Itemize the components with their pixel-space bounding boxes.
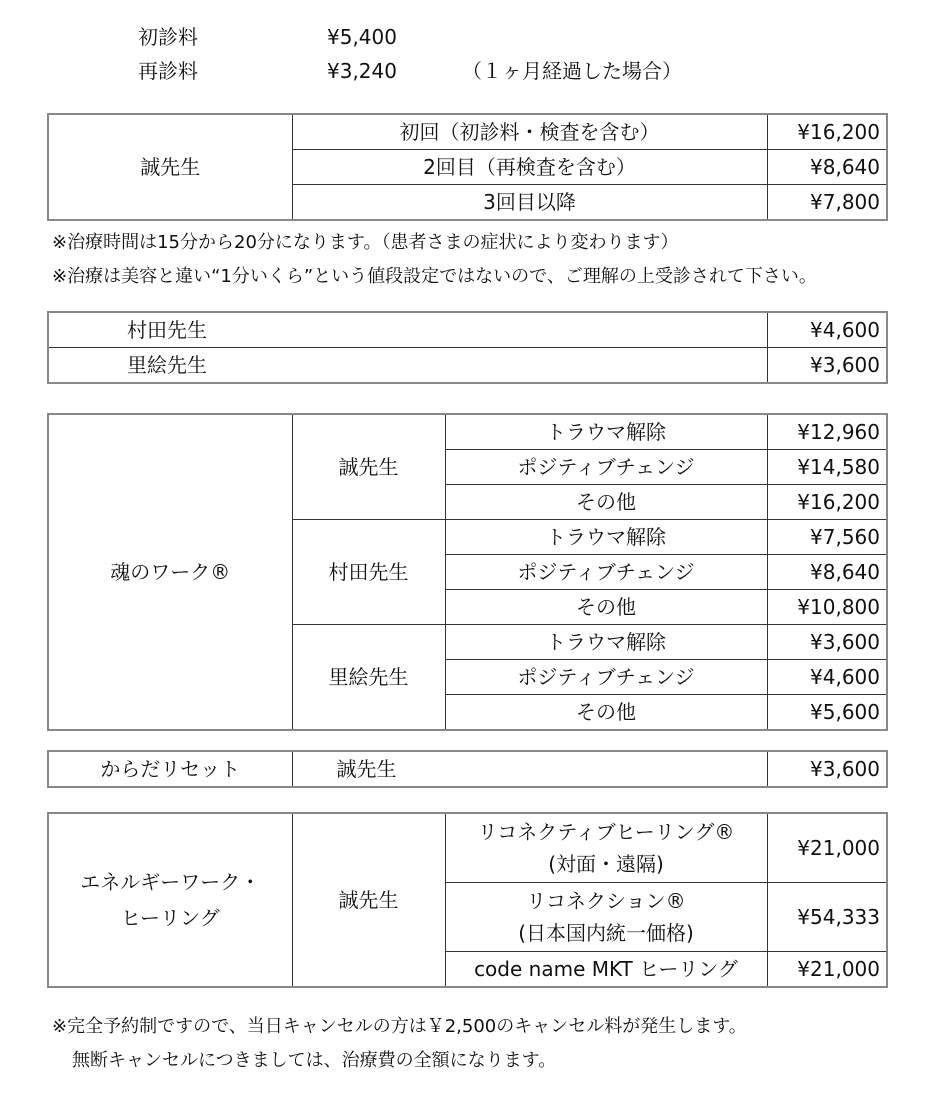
doctor-price: ¥4,600: [767, 312, 887, 348]
fee-initial-price: ¥5,400: [327, 25, 397, 49]
table-row: [48, 114, 887, 150]
table-row: [48, 813, 887, 883]
body-reset-title: からだリセット: [48, 751, 292, 787]
energy-work-table: [47, 812, 888, 988]
energy-item-name: リコネクション®: [526, 889, 686, 913]
energy-title: [48, 813, 292, 987]
soul-item: その他: [445, 590, 767, 625]
soul-item: その他: [445, 485, 767, 520]
energy-item: [445, 883, 767, 952]
note-cancellation: ※完全予約制ですので、当日キャンセルの方は￥2,500のキャンセル料が発生します。: [52, 1016, 747, 1037]
soul-doctor: 村田先生: [292, 520, 445, 625]
energy-price: ¥21,000: [767, 952, 887, 988]
consult-item: 3回目以降: [292, 185, 767, 221]
soul-item: トラウマ解除: [445, 520, 767, 555]
note-treatment-time: ※治療時間は15分から20分になります。（患者さまの症状により変わります）: [52, 232, 679, 253]
consult-doctor: 誠先生: [48, 114, 292, 220]
note-pricing-policy: ※治療は美容と違い“1分いくら”という値段設定ではないので、ご理解の上受診されて下さい。: [52, 266, 817, 287]
consult-item: 初回（初診料・検査を含む）: [292, 114, 767, 150]
soul-doctor: 誠先生: [292, 414, 445, 520]
other-doctors-table: [47, 311, 888, 384]
body-reset-doctor: 誠先生: [292, 751, 767, 787]
soul-doctor: 里絵先生: [292, 625, 445, 731]
soul-item: ポジティブチェンジ: [445, 450, 767, 485]
table-row: [48, 751, 887, 787]
body-reset-price: ¥3,600: [767, 751, 887, 787]
fee-return-price: ¥3,240: [327, 59, 397, 83]
doctor-name: 里絵先生: [48, 348, 767, 384]
soul-item: その他: [445, 695, 767, 731]
soul-item: トラウマ解除: [445, 414, 767, 450]
energy-title-line2: ヒーリング: [120, 906, 220, 930]
doctor-name: 村田先生: [48, 312, 767, 348]
energy-doctor: 誠先生: [292, 813, 445, 987]
energy-item-name: code name MKT ヒーリング: [445, 952, 767, 988]
soul-price: ¥4,600: [767, 660, 887, 695]
fee-return-label: 再診料: [138, 59, 198, 83]
fee-initial-label: 初診料: [138, 25, 198, 49]
soul-price: ¥16,200: [767, 485, 887, 520]
fee-return-note: （１ヶ月経過した場合）: [462, 59, 682, 83]
soul-price: ¥3,600: [767, 625, 887, 660]
consult-price: ¥7,800: [767, 185, 887, 221]
soul-price: ¥12,960: [767, 414, 887, 450]
soul-item: ポジティブチェンジ: [445, 555, 767, 590]
body-reset-table: [47, 750, 888, 788]
soul-price: ¥10,800: [767, 590, 887, 625]
energy-item-sub: (日本国内統一価格): [518, 921, 694, 945]
consult-price: ¥16,200: [767, 114, 887, 150]
soul-price: ¥7,560: [767, 520, 887, 555]
table-row: [48, 348, 887, 384]
soul-item: トラウマ解除: [445, 625, 767, 660]
energy-price: ¥54,333: [767, 883, 887, 952]
soul-price: ¥5,600: [767, 695, 887, 731]
soul-price: ¥8,640: [767, 555, 887, 590]
soul-price: ¥14,580: [767, 450, 887, 485]
consult-item: 2回目（再検査を含む）: [292, 150, 767, 185]
note-no-show: 無断キャンセルにつきましては、治療費の全額になります。: [72, 1050, 557, 1071]
doctor-price: ¥3,600: [767, 348, 887, 384]
soul-item: ポジティブチェンジ: [445, 660, 767, 695]
energy-item: [445, 813, 767, 883]
energy-price: ¥21,000: [767, 813, 887, 883]
energy-item-name: リコネクティブヒーリング®: [477, 820, 735, 844]
consult-table: [47, 113, 888, 221]
soul-work-title: 魂のワーク®: [48, 414, 292, 730]
energy-item-sub: (対面・遠隔): [548, 852, 664, 876]
table-row: [48, 414, 887, 450]
table-row: [48, 312, 887, 348]
consult-price: ¥8,640: [767, 150, 887, 185]
soul-work-table: [47, 413, 888, 731]
energy-title-line1: エネルギーワーク・: [80, 870, 261, 894]
